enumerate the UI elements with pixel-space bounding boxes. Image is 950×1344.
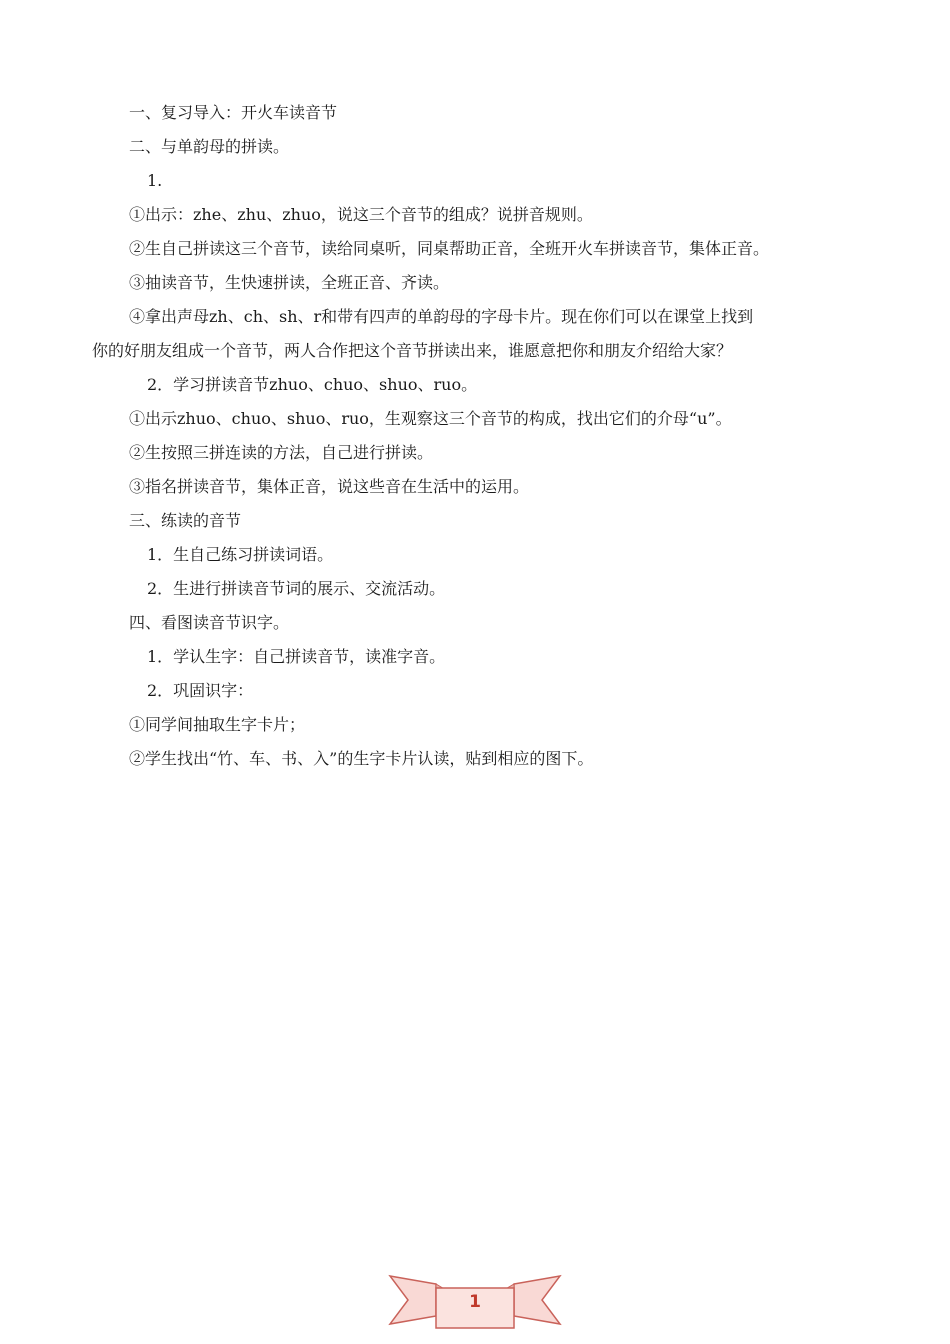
- paragraph-line: ①出示：zhe、zhu、zhuo，说这三个音节的组成？说拼音规则。: [129, 205, 593, 224]
- paragraph-line-continued: 你的好朋友组成一个音节，两人合作把这个音节拼读出来，谁愿意把你和朋友介绍给大家？: [92, 341, 733, 360]
- section-heading-4: 四、看图读音节识字。: [129, 613, 290, 632]
- list-item-number: 1．学认生字：自己拼读音节，读准字音。: [147, 647, 446, 666]
- paragraph-line: ②学生找出“竹、车、书、入”的生字卡片认读，贴到相应的图下。: [129, 749, 594, 768]
- list-item-number: 2．学习拼读音节zhuo、chuo、shuo、ruo。: [147, 375, 478, 394]
- paragraph-line: ②生自己拼读这三个音节，读给同桌听，同桌帮助正音，全班开火车拼读音节，集体正音。: [129, 239, 770, 258]
- paragraph-line: ①出示zhuo、chuo、shuo、ruo，生观察这三个音节的构成，找出它们的介母“u”。: [129, 409, 732, 428]
- section-heading-3: 三、练读的音节: [129, 511, 242, 530]
- document-body: [0, 96, 950, 776]
- list-item-number: 2．生进行拼读音节词的展示、交流活动。: [147, 579, 446, 598]
- paragraph-line: ③指名拼读音节，集体正音，说这些音在生活中的运用。: [129, 477, 530, 496]
- section-heading-1: 一、复习导入：开火车读音节: [129, 103, 338, 122]
- list-item-number: 1．生自己练习拼读词语。: [147, 545, 334, 564]
- list-item-number: 2．巩固识字：: [147, 681, 254, 700]
- paragraph-line: ③抽读音节，生快速拼读，全班正音、齐读。: [129, 273, 450, 292]
- paragraph-line: ①同学间抽取生字卡片；: [129, 715, 306, 734]
- page-footer: [0, 1268, 950, 1344]
- list-item-number: 1.: [147, 171, 163, 190]
- page-number: 1: [469, 1292, 481, 1312]
- paragraph-line: ④拿出声母zh、ch、sh、r和带有四声的单韵母的字母卡片。现在你们可以在课堂上找到: [129, 307, 754, 326]
- paragraph-line: ②生按照三拼连读的方法，自己进行拼读。: [129, 443, 434, 462]
- section-heading-2: 二、与单韵母的拼读。: [129, 137, 290, 156]
